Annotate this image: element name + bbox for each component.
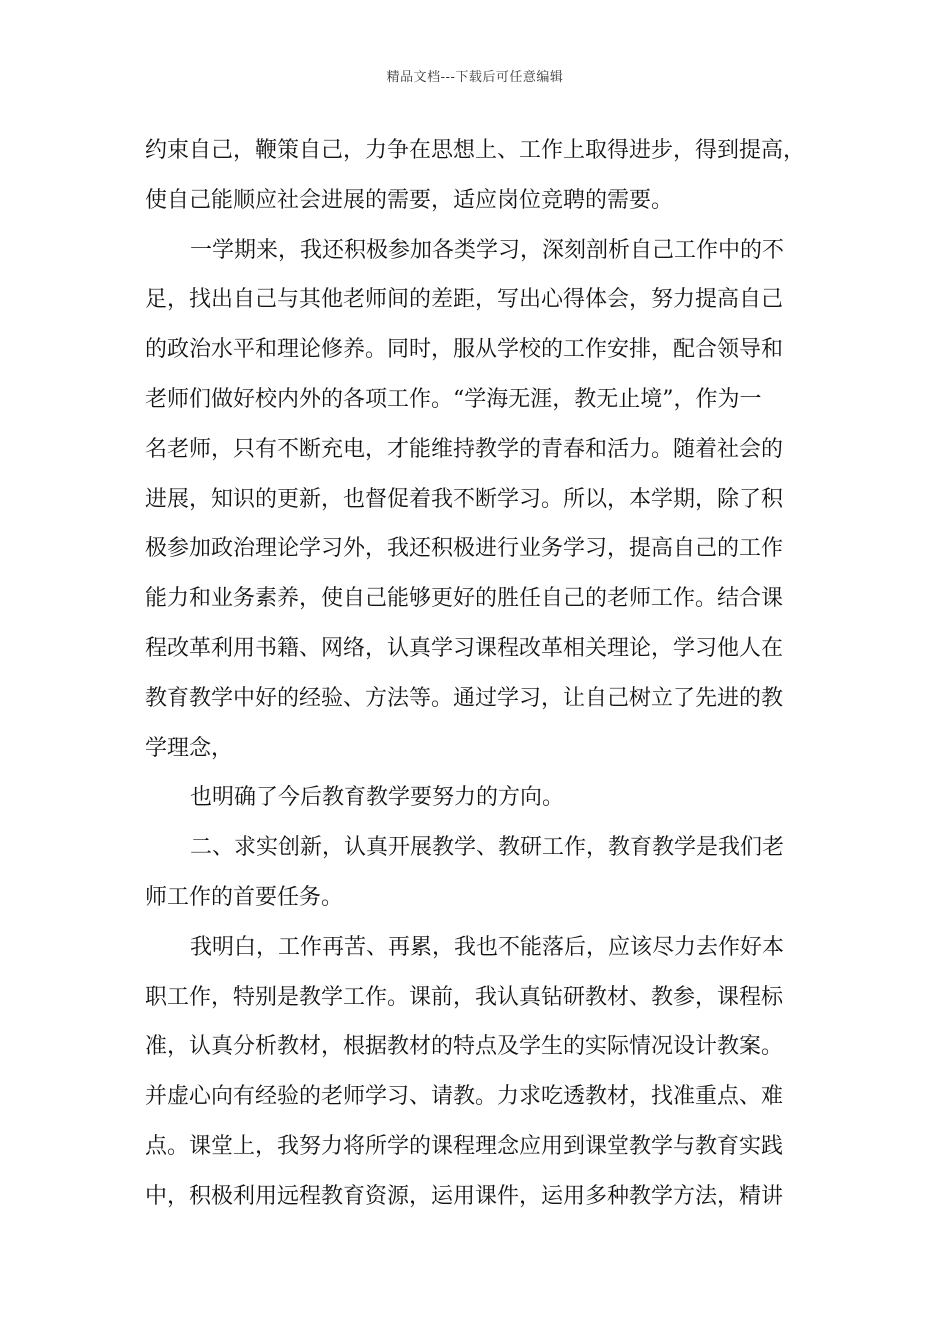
text-line: 一学期来，我还积极参加各类学习，深刻剖析自己工作中的不 [190,237,785,263]
text-line: 的政治水平和理论修养。同时，服从学校的工作安排，配合领导和 [145,337,784,363]
text-line: 中，积极利用远程教育资源，运用课件，运用多种教学方法，精讲 [145,1183,784,1209]
text-line: 老师们做好校内外的各项工作。“学海无涯，教无止境”，作为一 [145,386,762,412]
document-body [145,126,810,1222]
text-line: 职工作，特别是教学工作。课前，我认真钻研教材、教参，课程标 [145,984,784,1010]
text-line: 约束自己，鞭策自己，力争在思想上、工作上取得进步，得到提高， [145,138,806,163]
text-line: 名老师，只有不断充电，才能维持教学的青春和活力。随着社会的 [145,436,784,462]
text-line: 教育教学中好的经验、方法等。通过学习，让自己树立了先进的教 [145,685,784,711]
text-line: 二、求实创新，认真开展教学、教研工作，教育教学是我们老 [190,835,785,861]
text-line: 能力和业务素养，使自己能够更好的胜任自己的老师工作。结合课 [145,586,784,612]
text-line: 我明白，工作再苦、再累，我也不能落后，应该尽力去作好本 [190,934,785,960]
text-line: 师工作的首要任务。 [145,884,344,910]
text-line: 也明确了今后教育教学要努力的方向。 [190,785,565,811]
page-header: 精品文档---下载后可任意编辑 [386,70,564,85]
text-line: 准，认真分析教材，根据教材的特点及学生的实际情况设计教案。 [145,1034,784,1060]
text-line: 进展，知识的更新，也督促着我不断学习。所以，本学期，除了积 [145,486,784,512]
text-line: 足，找出自己与其他老师间的差距，写出心得体会，努力提高自己 [145,287,784,313]
text-line: 并虚心向有经验的老师学习、请教。力求吃透教材，找准重点、难 [145,1084,784,1110]
text-line: 极参加政治理论学习外，我还积极进行业务学习，提高自己的工作 [145,536,784,562]
text-line: 程改革利用书籍、网络，认真学习课程改革相关理论，学习他人在 [145,635,784,661]
text-line: 使自己能顺应社会进展的需要，适应岗位竞聘的需要。 [145,187,674,213]
text-line: 点。课堂上，我努力将所学的课程理念应用到课堂教学与教育实践 [145,1133,784,1159]
text-line: 学理念， [145,735,234,761]
